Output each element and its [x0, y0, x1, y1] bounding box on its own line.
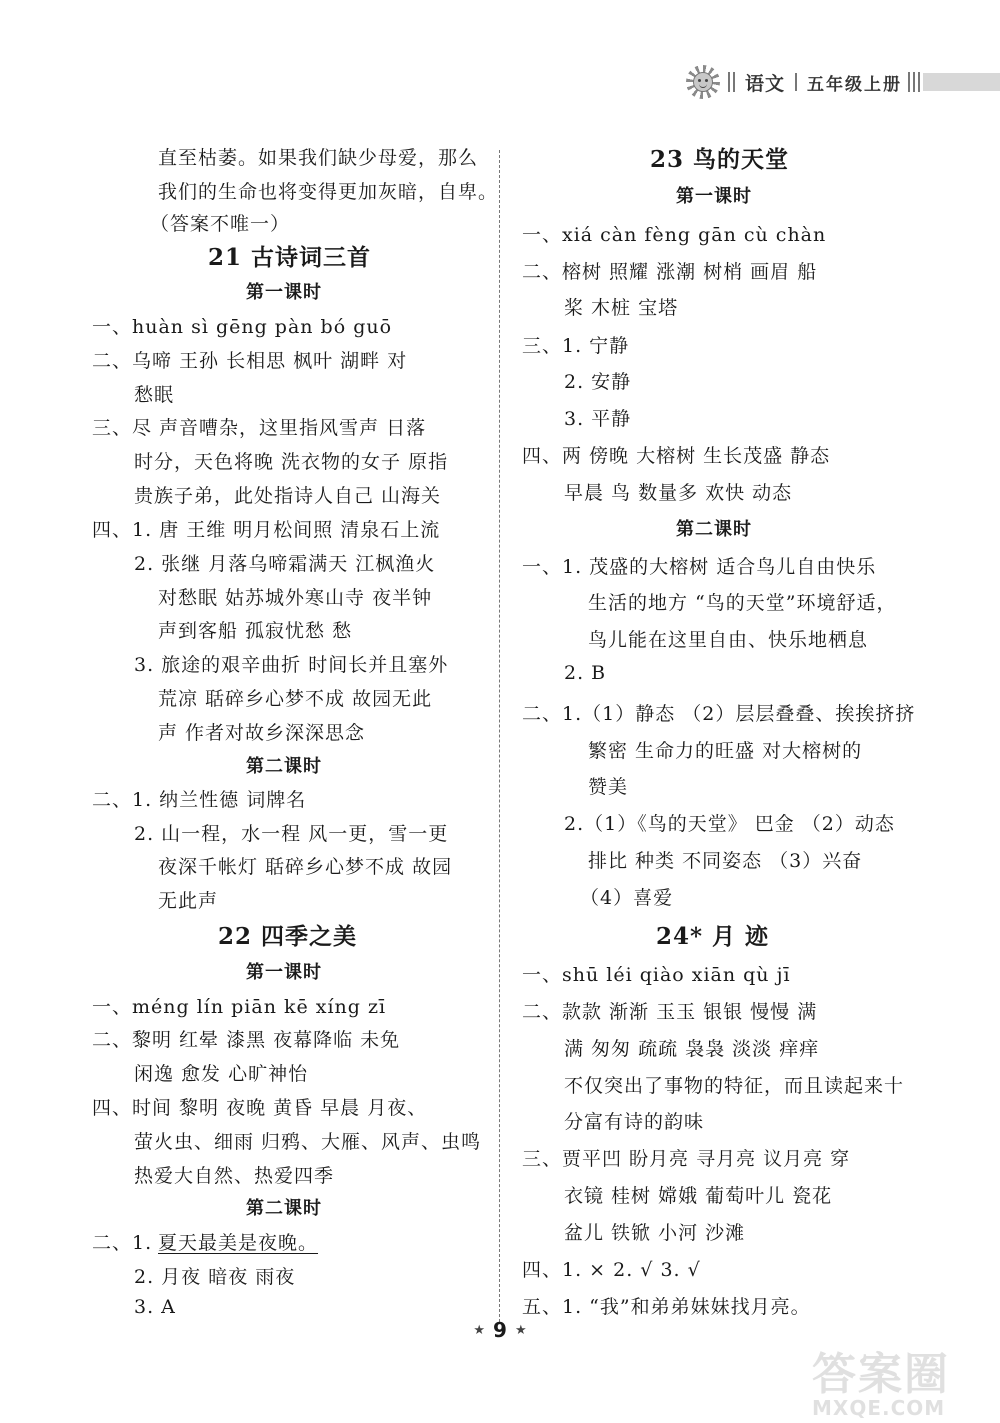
section-heading: 第一课时 [246, 282, 322, 303]
header-gray-band [923, 73, 1000, 91]
answer-line: 我们的生命也将变得更加灰暗，自卑。 [158, 181, 499, 203]
answer-line: 排比 种类 不同姿态 （3）兴奋 [588, 850, 863, 872]
answer-line: 桨 木桩 宝塔 [564, 297, 679, 319]
answer-line: 声 作者对故乡深深思念 [158, 722, 366, 744]
answer-line: 夏天最美是夜晚。 [158, 1232, 319, 1254]
answer-line: 一、méng lín piān kē xíng zī [92, 996, 387, 1018]
answer-line: 直至枯萎。如果我们缺少母爱，那么 [158, 147, 479, 169]
answer-line: 一、shū léi qiào xiān qù jī [522, 964, 791, 986]
answer-line: 一、xiá càn fèng gān cù chàn [522, 224, 827, 246]
watermark-logo [812, 1338, 992, 1418]
answer-line: 2. 月夜 暗夜 雨夜 [134, 1266, 296, 1288]
lesson-title: 24* 月 迹 [656, 923, 770, 950]
lesson-title: 23 鸟的天堂 [650, 146, 790, 173]
answer-line: 二、1. 纳兰性德 词牌名 [92, 789, 307, 811]
answer-line: 愁眠 [134, 384, 175, 406]
answer-line: 二、黎明 红晕 漆黑 夜幕降临 未免 [92, 1029, 401, 1051]
answer-line: 3. 旅途的艰辛曲折 时间长并且塞外 [134, 654, 449, 676]
answer-line: 满 匆匆 疏疏 袅袅 淡淡 痒痒 [564, 1038, 820, 1060]
answer-line: 2. 张继 月落乌啼霜满天 江枫渔火 [134, 553, 436, 575]
answer-line: 闲逸 愈发 心旷神怡 [134, 1063, 309, 1085]
answer-line: 2. B [564, 662, 607, 684]
answer-line: 对愁眠 姑苏城外寒山寺 夜半钟 [158, 587, 433, 609]
answer-line: 三、1. 宁静 [522, 335, 630, 357]
watermark-url: MXQE.COM [812, 1396, 946, 1420]
lesson-title: 21 古诗词三首 [208, 244, 372, 271]
answer-line: 二、榕树 照耀 涨潮 树梢 画眉 船 [522, 261, 818, 283]
answer-line: 时分，天色将晚 洗衣物的女子 原指 [134, 451, 449, 473]
answer-line: 四、1. × 2. √ 3. √ [522, 1259, 701, 1281]
answer-line: 三、尽 声音嘈杂，这里指风雪声 日落 [92, 417, 427, 439]
header-bars [728, 72, 735, 92]
answer-line: 荒凉 聒碎乡心梦不成 故园无此 [158, 688, 433, 710]
answer-line: 不仅突出了事物的特征，而且读起来十 [564, 1075, 905, 1097]
header-separator [795, 73, 797, 91]
answer-line: 五、1. “我”和弟弟妹妹找月亮。 [522, 1296, 811, 1318]
lesson-title: 22 四季之美 [218, 923, 358, 950]
section-heading: 第一课时 [246, 962, 322, 983]
answer-line: 3. A [134, 1296, 176, 1318]
answer-line: 2. 安静 [564, 371, 632, 393]
answer-line: 盆儿 铁锨 小河 沙滩 [564, 1222, 746, 1244]
star-icon: ★ [473, 1323, 486, 1338]
answer-line: 声到客船 孤寂忧愁 愁 [158, 620, 353, 642]
answer-line: 鸟儿能在这里自由、快乐地栖息 [588, 629, 869, 651]
answer-line: 四、1. 唐 王维 明月松间照 清泉石上流 [92, 519, 441, 541]
answer-line: （4）喜爱 [580, 887, 674, 909]
header-bars-right [908, 72, 920, 92]
answer-line: 分富有诗的韵味 [564, 1111, 705, 1133]
answer-line: 一、huàn sì gēng pàn bó guō [92, 316, 393, 338]
answer-line: （答案不唯一） [150, 213, 291, 235]
answer-line: 2. 山一程，水一程 风一更，雪一更 [134, 823, 449, 845]
answer-line: 贵族子弟，此处指诗人自己 山海关 [134, 485, 442, 507]
header-subject: 语文 [745, 72, 786, 95]
answer-line: 萤火虫、细雨 归鸦、大雁、风声、虫鸣 [134, 1131, 482, 1153]
column-divider [499, 150, 500, 1322]
header-grade: 五年级上册 [807, 74, 903, 95]
answer-line: 生活的地方 “鸟的天堂”环境舒适， [588, 592, 897, 614]
answer-line: 二、1. [92, 1232, 153, 1254]
section-heading: 第二课时 [246, 756, 322, 777]
section-heading: 第一课时 [676, 186, 752, 207]
answer-line: 二、1.（1）静态 （2）层层叠叠、挨挨挤挤 [522, 703, 916, 725]
star-icon: ★ [514, 1323, 527, 1338]
page-header [686, 62, 1000, 102]
answer-line: 夜深千帐灯 聒碎乡心梦不成 故园 [158, 856, 453, 878]
answer-line: 二、乌啼 王孙 长相思 枫叶 湖畔 对 [92, 350, 408, 372]
answer-line: 3. 平静 [564, 408, 632, 430]
answer-line: 无此声 [158, 890, 219, 912]
answer-line: 早晨 鸟 数量多 欢快 动态 [564, 482, 793, 504]
watermark-text: 答案圈 [812, 1349, 950, 1400]
answer-line: 繁密 生命力的旺盛 对大榕树的 [588, 740, 863, 762]
section-heading: 第二课时 [676, 519, 752, 540]
answer-line: 2.（1）《鸟的天堂》 巴金 （2）动态 [564, 813, 895, 835]
answer-line: 衣镜 桂树 嫦娥 葡萄叶儿 瓷花 [564, 1185, 833, 1207]
answer-line: 四、时间 黎明 夜晚 黄昏 早晨 月夜、 [92, 1097, 428, 1119]
answer-line: 一、1. 茂盛的大榕树 适合鸟儿自由快乐 [522, 556, 877, 578]
sun-mascot-icon [686, 65, 720, 99]
answer-line: 热爱大自然、热爱四季 [134, 1165, 335, 1187]
page-number: 9 [493, 1318, 507, 1342]
answer-line: 四、两 傍晚 大榕树 生长茂盛 静态 [522, 445, 831, 467]
section-heading: 第二课时 [246, 1198, 322, 1219]
answer-line: 三、贾平凹 盼月亮 寻月亮 议月亮 穿 [522, 1148, 851, 1170]
answer-line: 二、款款 渐渐 玉玉 银银 慢慢 满 [522, 1001, 818, 1023]
answer-line: 赞美 [588, 776, 629, 798]
